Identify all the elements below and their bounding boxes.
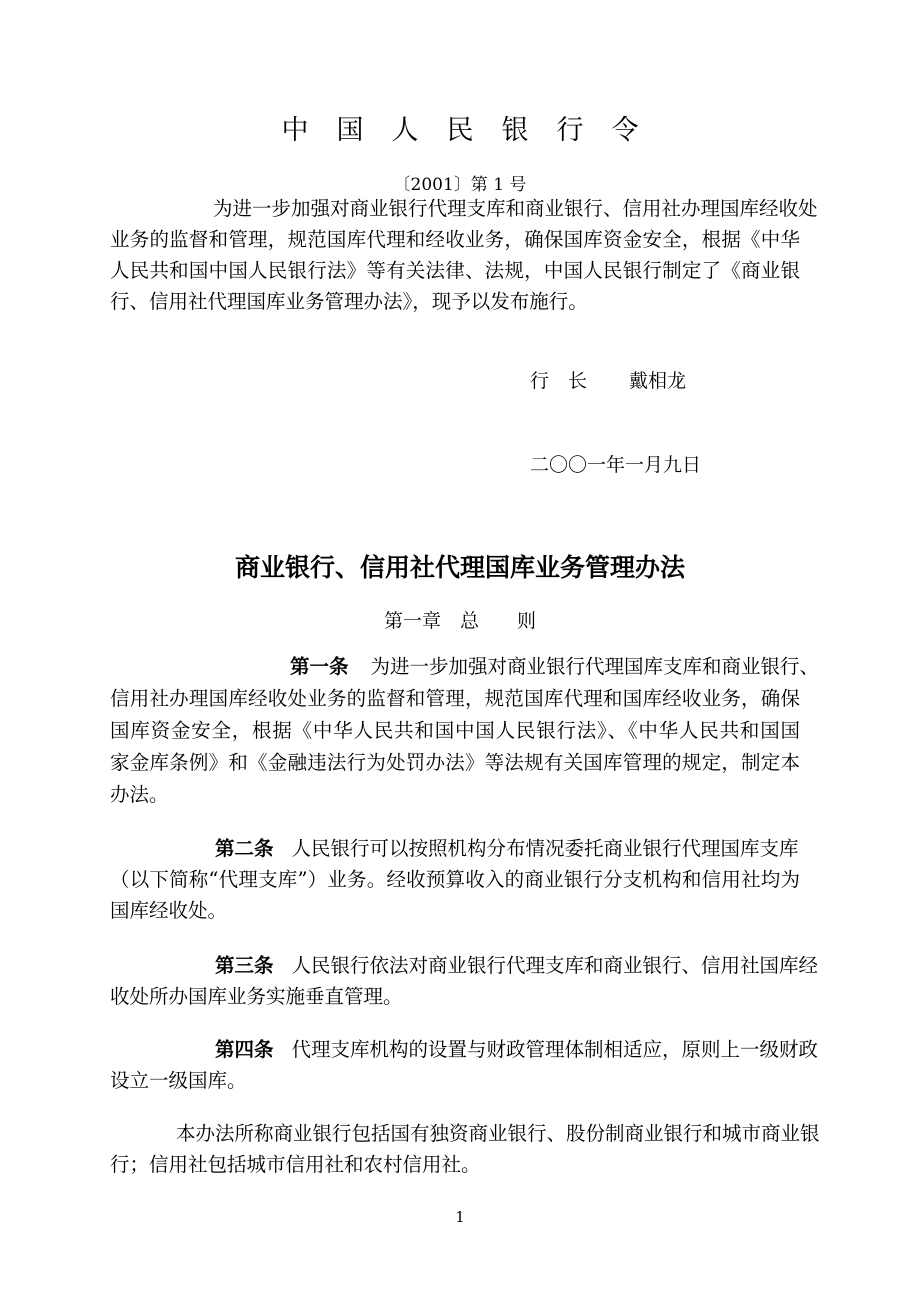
text-line: 人民共和国中国人民银行法》等有关法律、法规，中国人民银行制定了《商业银 <box>110 259 800 282</box>
text-line: 办法。 <box>110 783 169 806</box>
text-line: 设立一级国库。 <box>110 1069 247 1092</box>
text-line: 为进一步加强对商业银行代理支库和商业银行、信用社办理国库经收处 <box>213 197 818 220</box>
text-line: （以下简称“代理支库”）业务。经收预算收入的商业银行分支机构和信用社均为 <box>110 868 800 891</box>
text-line: 业务的监督和管理，规范国库代理和经收业务，确保国库资金安全，根据《中华 <box>110 228 800 251</box>
signer-name: 戴相龙 <box>629 370 687 392</box>
article-3 <box>110 950 819 1012</box>
article-2 <box>110 833 800 926</box>
text-line: 代理支库机构的设置与财政管理体制相适应，原则上一级财政 <box>291 1038 819 1061</box>
text-line: 国库经收处。 <box>110 899 228 922</box>
article-1 <box>110 651 820 811</box>
text-line: 家金库条例》和《金融违法行为处罚办法》等法规有关国库管理的规定，制定本 <box>110 751 800 774</box>
text-line: 信用社办理国库经收处业务的监督和管理，规范国库代理和国库经收业务，确保 <box>110 687 800 710</box>
signature <box>530 366 686 393</box>
article-4 <box>110 1034 819 1096</box>
article-label: 第一条 <box>290 655 349 678</box>
text-line: 行；信用社包括城市信用社和农村信用社。 <box>110 1153 481 1176</box>
text-line: 为进一步加强对商业银行代理国库支库和商业银行、 <box>370 655 820 678</box>
closing-paragraph <box>110 1118 820 1180</box>
text-line: 收处所办国库业务实施垂直管理。 <box>110 985 403 1008</box>
text-line: 行、信用社代理国库业务管理办法》，现予以发布施行。 <box>110 290 588 313</box>
order-number: 〔2001〕第 1 号 <box>393 175 527 195</box>
regulation-title: 商业银行、信用社代理国库业务管理办法 <box>234 553 685 582</box>
order-title: 中国人民银行令 <box>281 115 667 146</box>
text-line: 本办法所称商业银行包括国有独资商业银行、股份制商业银行和城市商业银 <box>176 1122 820 1145</box>
text-line: 人民银行依法对商业银行代理支库和商业银行、信用社国库经 <box>291 954 819 977</box>
page-number: 1 <box>455 1208 465 1226</box>
signer-title: 行 长 <box>530 370 588 392</box>
chapter-heading: 第一章 总 则 <box>383 610 536 632</box>
article-label: 第二条 <box>215 837 274 860</box>
text-line: 国库资金安全，根据《中华人民共和国中国人民银行法》、《中华人民共和国国 <box>110 719 800 742</box>
order-date: 二〇〇一年一月九日 <box>530 454 702 476</box>
text-line: 人民银行可以按照机构分布情况委托商业银行代理国库支库 <box>291 837 799 860</box>
article-label: 第三条 <box>215 954 274 977</box>
article-label: 第四条 <box>215 1038 274 1061</box>
preamble <box>110 193 818 317</box>
